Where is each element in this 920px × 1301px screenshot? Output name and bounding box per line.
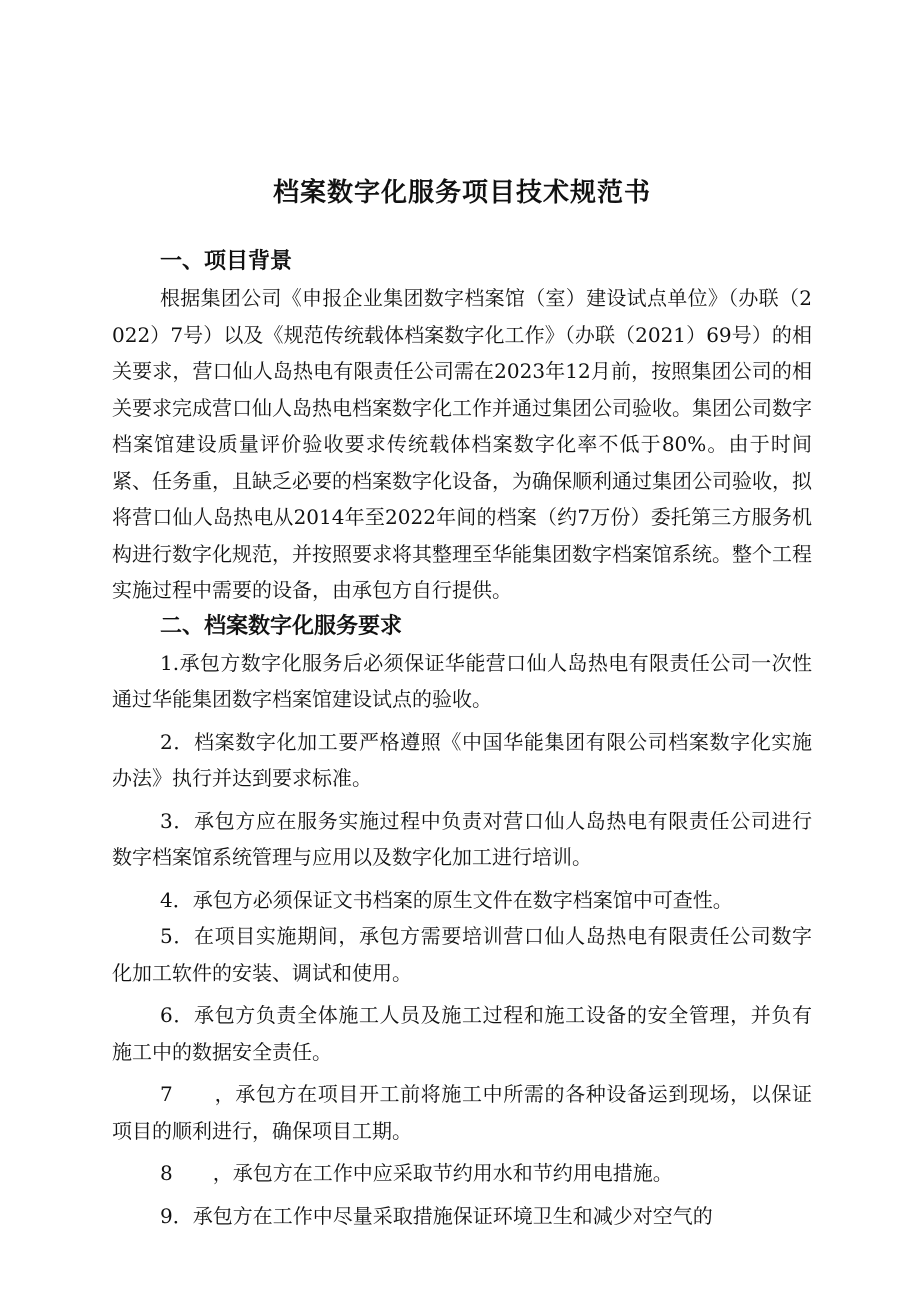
requirement-item-5: 5．在项目实施期间，承包方需要培训营口仙人岛热电有限责任公司数字化加工软件的安装、调试和使用。 xyxy=(112,924,812,985)
requirement-item-1: 1.承包方数字化服务后必须保证华能营口仙人岛热电有限责任公司一次性通过华能集团数字档案馆建设试点的验收。 xyxy=(112,650,812,711)
requirement-item-2: 2．档案数字化加工要严格遵照《中国华能集团有限公司档案数字化实施办法》执行并达到要求标准。 xyxy=(112,729,812,790)
section-heading-background: 一、项目背景 xyxy=(160,249,293,274)
document-title: 档案数字化服务项目技术规范书 xyxy=(272,178,651,208)
section-heading-requirements: 二、档案数字化服务要求 xyxy=(160,613,403,639)
requirement-item-8: 8 ，承包方在工作中应采取节约用水和节约用电措施。 xyxy=(160,1161,673,1185)
background-paragraph: 根据集团公司《申报企业集团数字档案馆（室）建设试点单位》（办联（2022）7号）以及《规范传统载体档案数字化工作》（办联（2021）69号）的相关要求，营口仙人岛热电有限责任公司需在2023年12月前，按照集团公司的相关要求完成营口仙人岛热电档案数字化工作并通过集团公司验收。集团公司数字档案馆建设质量评价验收要求传统载体档案数字化率不低于80%。由于时间紧、任务重，且缺乏必要的档案数字化设备，为确保顺利通过集团公司验收，拟将营口仙人岛热电从2014年至2022年间的档案（约7万份）委托第三方服务机构进行数字化规范，并按照要求将其整理至华能集团数字档案馆系统。整个工程实施过程中需要的设备，由承包方自行提供。 xyxy=(112,286,812,602)
requirement-item-4: 4．承包方必须保证文书档案的原生文件在数字档案馆中可查性。 xyxy=(160,887,733,912)
requirement-item-3: 3．承包方应在服务实施过程中负责对营口仙人岛热电有限责任公司进行数字档案馆系统管理与应用以及数字化加工进行培训。 xyxy=(112,808,812,869)
document-body xyxy=(112,244,812,1234)
requirement-item-6: 6．承包方负责全体施工人员及施工过程和施工设备的安全管理，并负有施工中的数据安全责任。 xyxy=(112,1003,812,1064)
requirement-item-9: 9．承包方在工作中尽量采取措施保证环境卫生和减少对空气的 xyxy=(160,1203,713,1228)
requirement-item-7: 7 ，承包方在项目开工前将施工中所需的各种设备运到现场，以保证项目的顺利进行，确保项目工期。 xyxy=(112,1082,812,1143)
